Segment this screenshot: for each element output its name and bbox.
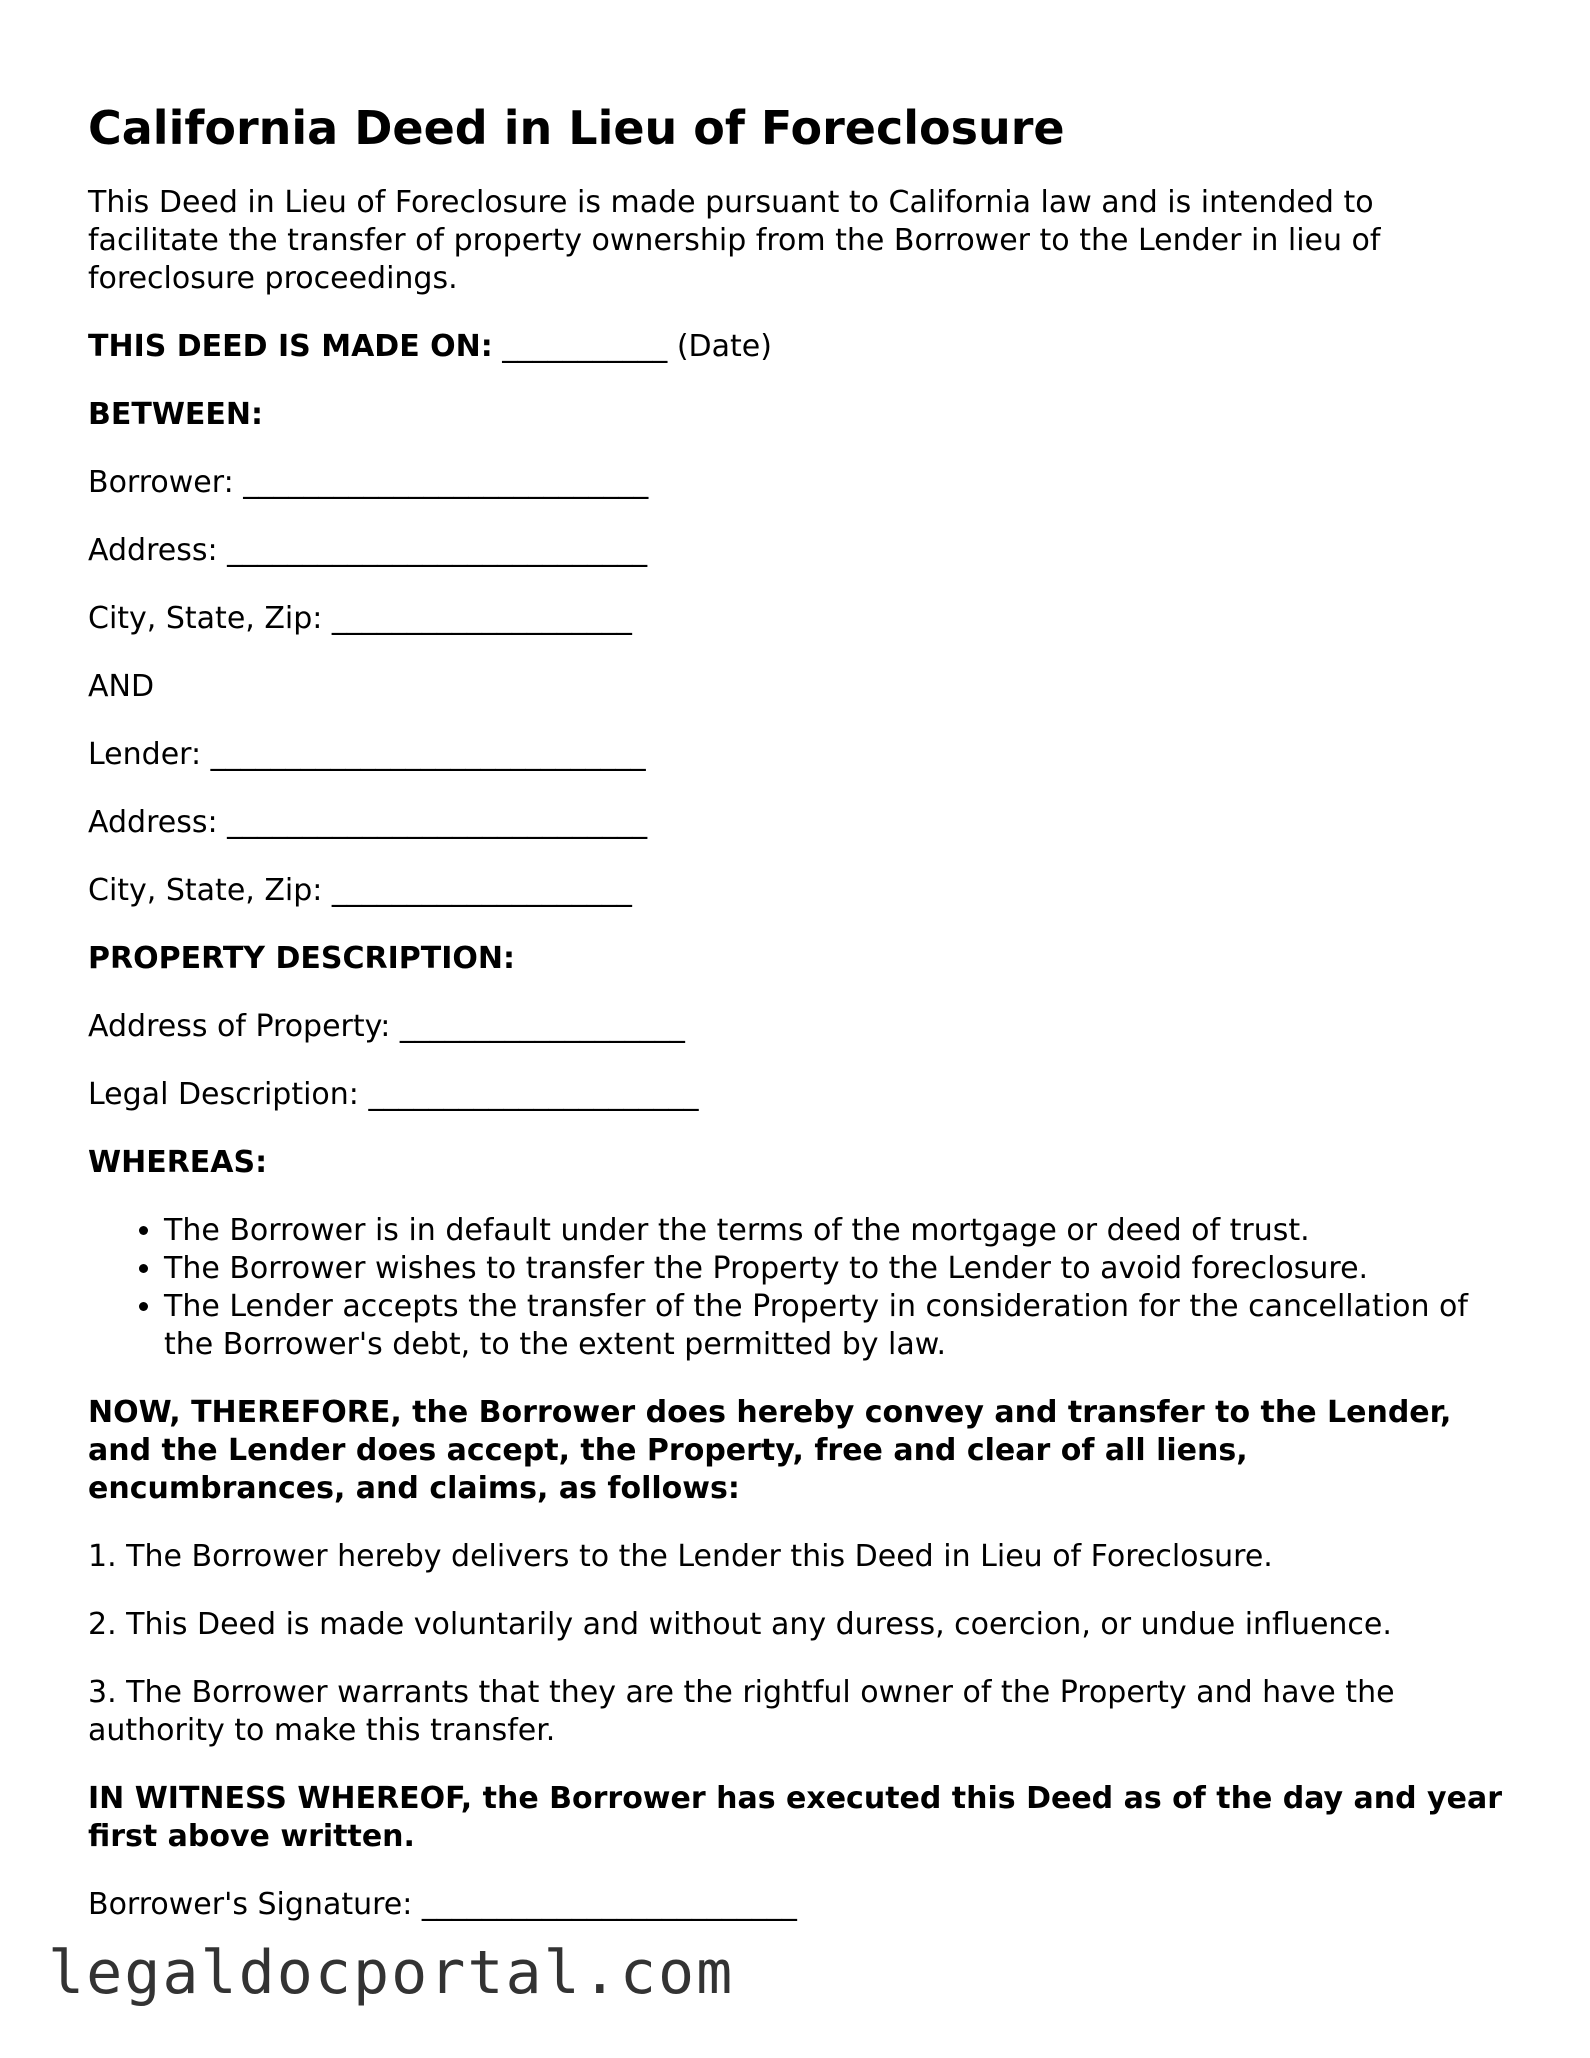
clause-3: 3. The Borrower warrants that they are the rightful owner of the Property and have the authority to make this transfer. [88,1675,1395,1748]
lender-field: Lender: _____________________________ [88,737,646,772]
list-item: • The Borrower wishes to transfer the Property to the Lender to avoid foreclosure. [164,1250,1508,1288]
therefore-paragraph: NOW, THEREFORE, the Borrower does hereby convey and transfer to the Lender, and the Lender does accept, the Property, free and clear of all liens, encumbrances, and claims, as follows: [88,1395,1452,1506]
legal-description-field: Legal Description: ______________________ [88,1077,699,1112]
watermark-logo: legaldocportal.com [48,1938,735,2008]
whereas-list [88,1212,1508,1364]
whereas-heading: WHEREAS: [88,1145,268,1180]
document-page [88,100,1508,1954]
signature-field: Borrower's Signature: _________________________ [88,1887,797,1922]
document-title: California Deed in Lieu of Foreclosure [88,101,1065,155]
property-address-field: Address of Property: ___________________ [88,1009,685,1044]
property-heading: PROPERTY DESCRIPTION: [88,941,515,976]
list-item: • The Borrower is in default under the terms of the mortgage or deed of trust. [164,1212,1508,1250]
borrower-city-field: City, State, Zip: ____________________ [88,601,632,636]
clause-2: 2. This Deed is made voluntarily and without any duress, coercion, or undue influence. [88,1607,1392,1642]
date-blank: ___________ (Date) [492,329,772,364]
borrower-field: Borrower: ___________________________ [88,465,649,500]
list-item: • The Lender accepts the transfer of the Property in consideration for the cancellation of the Borrower's debt, to the extent permitted by law. [164,1288,1508,1364]
lender-city-field: City, State, Zip: ____________________ [88,873,632,908]
between-heading: BETWEEN: [88,397,264,432]
intro-paragraph: This Deed in Lieu of Foreclosure is made pursuant to California law and is intended to facilitate the transfer of property ownership from the Borrower to the Lender in lieu of foreclosure proceedings. [88,185,1381,296]
made-on-label: THIS DEED IS MADE ON: [88,329,493,364]
borrower-address-field: Address: ____________________________ [88,533,648,568]
and-label: AND [88,669,155,704]
date-line [88,328,1508,366]
witness-paragraph: IN WITNESS WHEREOF, the Borrower has executed this Deed as of the day and year first above written. [88,1781,1502,1854]
clause-1: 1. The Borrower hereby delivers to the Lender this Deed in Lieu of Foreclosure. [88,1539,1273,1574]
lender-address-field: Address: ____________________________ [88,805,648,840]
